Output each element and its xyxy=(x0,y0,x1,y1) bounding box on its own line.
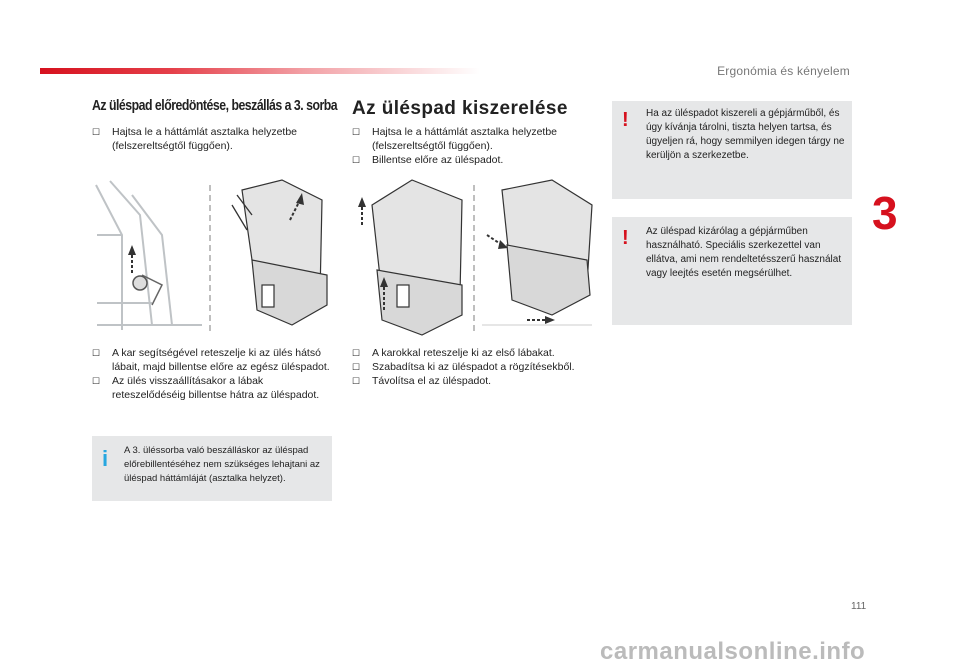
warning-box-usage xyxy=(612,217,852,325)
exclamation-icon: ! xyxy=(622,227,629,249)
left-steps-top xyxy=(92,125,332,153)
middle-steps-bottom xyxy=(352,346,602,388)
list-item: ☐ A karokkal reteszelje ki az első lábakat. xyxy=(352,347,555,359)
checkbox-bullet-icon: ☐ xyxy=(92,127,101,137)
checkbox-bullet-icon: ☐ xyxy=(352,155,361,165)
seat-tilt-drawing xyxy=(92,175,332,340)
warning-text-usage: Az üléspad kizárólag a gépjárműben használható. Speciális szerkezettel van ellátva, ami nem rendeltetésszerű használat vagy leejtés esetén megsérülhet. xyxy=(646,226,842,279)
checkbox-bullet-icon: ☐ xyxy=(352,362,361,372)
checkbox-bullet-icon: ☐ xyxy=(92,376,101,386)
list-item: ☐ Hajtsa le a háttámlát asztalka helyzetbe (felszereltségtől függően). xyxy=(352,126,558,152)
middle-steps-top xyxy=(352,125,602,167)
header-accent-bar xyxy=(40,68,480,74)
info-icon: i xyxy=(102,446,109,471)
chapter-number: 3 xyxy=(872,187,898,239)
watermark: carmanualsonline.info xyxy=(600,638,866,665)
section-title: Ergonómia és kényelem xyxy=(717,64,850,78)
list-item: ☐ A kar segítségével reteszelje ki az ülés hátsó lábait, majd billentse előre az egész üléspadot. xyxy=(92,347,330,373)
exclamation-icon: ! xyxy=(622,109,629,131)
left-steps-bottom xyxy=(92,346,332,402)
checkbox-bullet-icon: ☐ xyxy=(352,127,361,137)
checkbox-bullet-icon: ☐ xyxy=(352,376,361,386)
seat-tilt-illustration xyxy=(92,175,332,340)
checkbox-bullet-icon: ☐ xyxy=(92,348,101,358)
list-item: ☐ Hajtsa le a háttámlát asztalka helyzetbe (felszereltségtől függően). xyxy=(92,126,298,152)
info-note-text: A 3. üléssorba való beszálláskor az üléspad előrebillentéséhez nem szükséges lehajtani az üléspad háttámláját (asztalka helyzet). xyxy=(124,445,320,484)
list-item: ☐ Távolítsa el az üléspadot. xyxy=(352,375,492,387)
info-note-box xyxy=(92,436,332,501)
warning-box-storage xyxy=(612,101,852,199)
list-item: ☐ Az ülés visszaállításakor a lábak reteszelődéséig billentse hátra az üléspadot. xyxy=(92,375,320,401)
seat-removal-illustration xyxy=(352,175,597,340)
left-heading: Az üléspad előredöntése, beszállás a 3. sorba xyxy=(92,97,338,114)
seat-removal-drawing xyxy=(352,175,597,340)
page-number: 111 xyxy=(851,601,867,612)
list-item: ☐ Szabadítsa ki az üléspadot a rögzítésekből. xyxy=(352,361,575,373)
list-item: ☐ Billentse előre az üléspadot. xyxy=(352,154,504,166)
checkbox-bullet-icon: ☐ xyxy=(352,348,361,358)
warning-text-storage: Ha az üléspadot kiszereli a gépjárműből, és úgy kívánja tárolni, tiszta helyen tartsa, és ügyeljen rá, hogy semmilyen idegen tárgy ne kerüljön a szerkezetbe. xyxy=(646,108,845,161)
middle-heading: Az üléspad kiszerelése xyxy=(352,98,568,119)
